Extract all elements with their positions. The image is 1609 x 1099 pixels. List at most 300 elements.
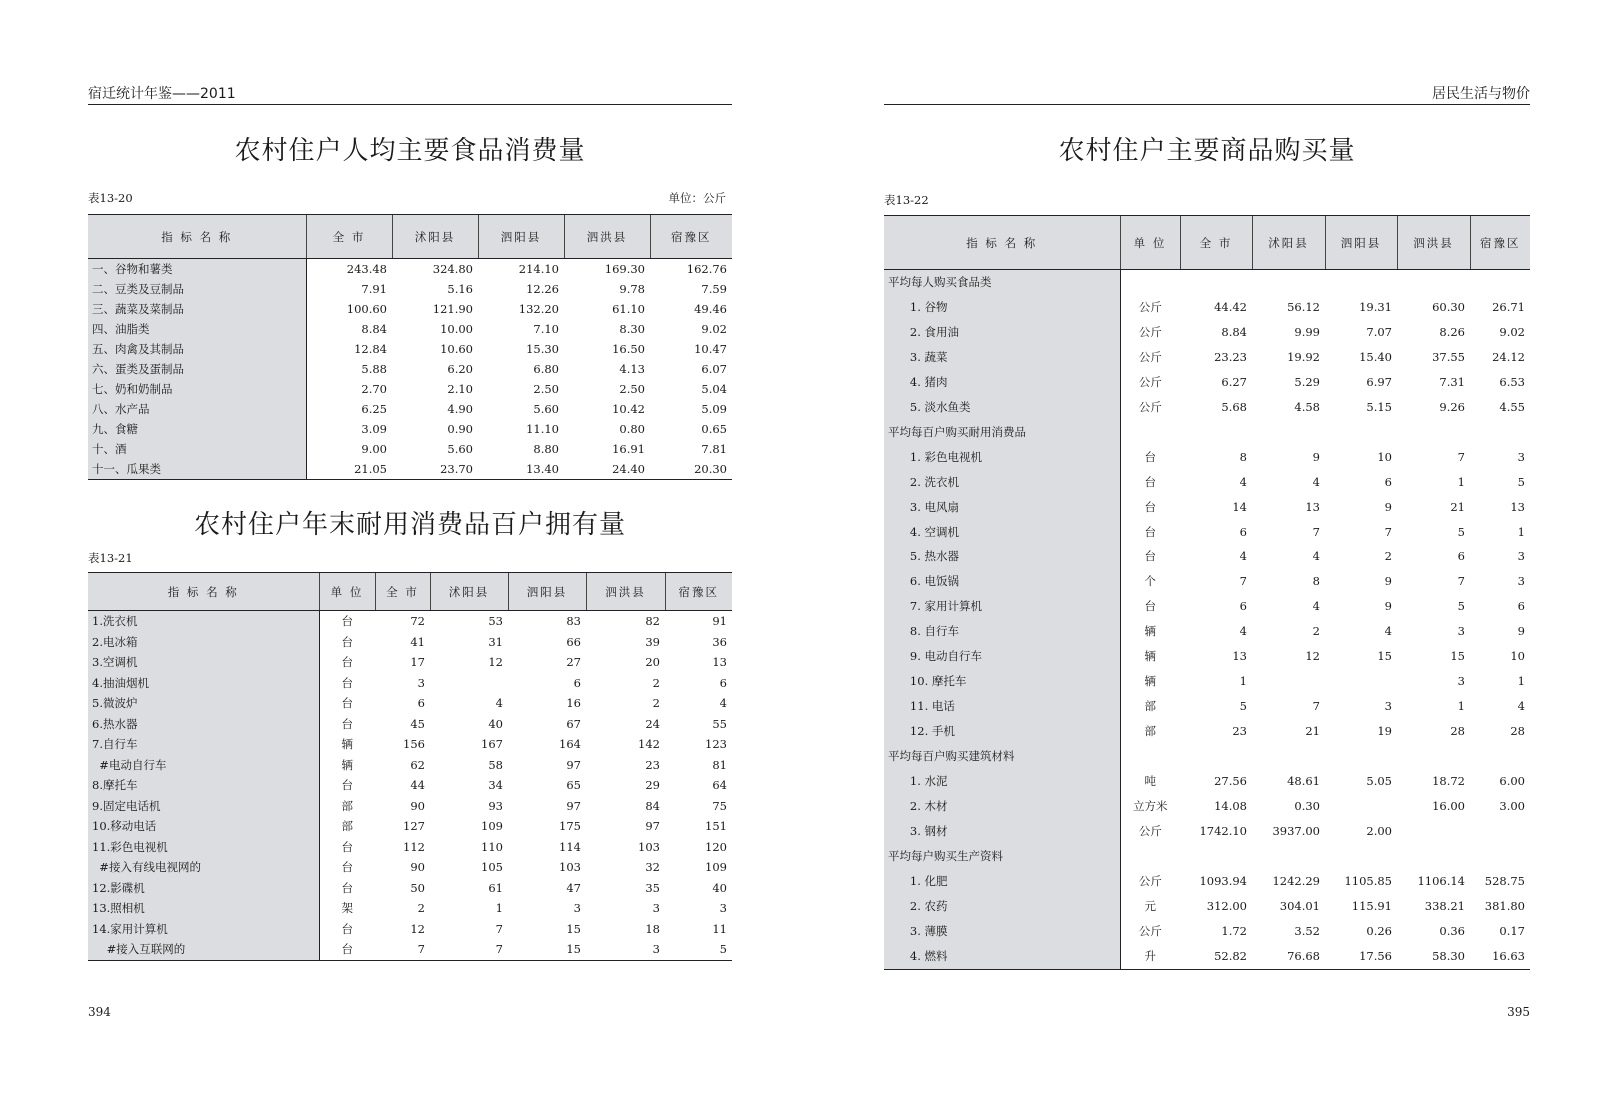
value-cell: 47 bbox=[566, 880, 581, 895]
value-cell: 1.72 bbox=[1221, 923, 1247, 938]
value-cell: 3 bbox=[573, 901, 581, 915]
unit-cell: 台 bbox=[341, 839, 353, 854]
row-label: 4. 空调机 bbox=[884, 520, 1120, 545]
value-cell: 49.46 bbox=[694, 302, 727, 316]
value-cell: 14 bbox=[1232, 499, 1247, 514]
table-13-20-number: 表13-20 bbox=[88, 191, 133, 205]
value-cell: 21 bbox=[1305, 724, 1320, 739]
value-cell: 11.10 bbox=[526, 422, 559, 436]
table-row bbox=[88, 673, 732, 694]
value-cell: 82 bbox=[645, 614, 660, 628]
table-row bbox=[88, 714, 732, 735]
row-label: 十、酒 bbox=[88, 439, 306, 459]
value-cell: 3.00 bbox=[1499, 799, 1525, 814]
value-cell: 7.10 bbox=[533, 322, 559, 336]
value-cell: 109 bbox=[705, 860, 727, 874]
table-row bbox=[884, 694, 1530, 719]
value-cell: 2 bbox=[652, 696, 660, 710]
row-label: 1. 谷物 bbox=[884, 295, 1120, 320]
value-cell bbox=[1252, 420, 1325, 445]
value-cell: 13 bbox=[1510, 499, 1525, 514]
row-label: 平均每百户购买耐用消费品 bbox=[884, 420, 1120, 445]
unit-cell: 元 bbox=[1144, 898, 1156, 913]
value-cell: 5.29 bbox=[1294, 374, 1320, 389]
value-cell bbox=[1470, 844, 1530, 869]
table-row bbox=[88, 632, 732, 653]
unit-cell: 台 bbox=[1144, 449, 1156, 464]
value-cell: 5.68 bbox=[1221, 399, 1247, 414]
value-cell: 381.80 bbox=[1484, 898, 1525, 913]
value-cell: 10.60 bbox=[440, 342, 473, 356]
table-13-22 bbox=[884, 215, 1530, 970]
column-header: 泗洪县 bbox=[586, 573, 665, 611]
row-label: 8.摩托车 bbox=[88, 775, 319, 796]
unit-cell: 台 bbox=[341, 880, 353, 895]
column-header: 全 市 bbox=[306, 215, 392, 259]
row-label: 2.电冰箱 bbox=[88, 632, 319, 653]
value-cell: 151 bbox=[705, 819, 727, 833]
value-cell bbox=[1252, 844, 1325, 869]
value-cell: 39 bbox=[645, 634, 660, 649]
value-cell: 9 bbox=[1384, 574, 1392, 589]
unit-cell: 辆 bbox=[1144, 674, 1156, 689]
value-cell: 1742.10 bbox=[1199, 823, 1247, 838]
row-label: 4. 燃料 bbox=[884, 944, 1120, 969]
value-cell: 16.50 bbox=[612, 342, 645, 356]
row-label: #接入有线电视网的 bbox=[88, 857, 319, 878]
value-cell: 162.76 bbox=[686, 262, 727, 276]
row-label: 八、水产品 bbox=[88, 399, 306, 419]
table-row bbox=[884, 370, 1530, 395]
value-cell: 324.80 bbox=[432, 262, 473, 276]
value-cell: 7 bbox=[495, 921, 503, 936]
value-cell: 97 bbox=[566, 798, 581, 813]
value-cell: 7 bbox=[1457, 574, 1465, 589]
value-cell: 36 bbox=[712, 634, 727, 649]
unit-cell bbox=[1120, 270, 1180, 295]
value-cell: 75 bbox=[712, 798, 727, 813]
table-13-22-title: 农村住户主要商品购买量 bbox=[1058, 136, 1356, 166]
value-cell: 6.27 bbox=[1221, 374, 1247, 389]
column-header: 全 市 bbox=[1180, 216, 1252, 270]
value-cell: 3 bbox=[1517, 449, 1525, 464]
table-row bbox=[88, 319, 732, 339]
row-label: 3. 蔬菜 bbox=[884, 345, 1120, 370]
value-cell: 8.84 bbox=[361, 322, 387, 336]
value-cell: 16 bbox=[566, 696, 581, 710]
value-cell: 1106.14 bbox=[1417, 873, 1465, 888]
value-cell: 3 bbox=[1517, 574, 1525, 589]
row-label: 十一、瓜果类 bbox=[88, 459, 306, 480]
value-cell: 4 bbox=[1517, 699, 1525, 714]
unit-cell: 台 bbox=[1144, 599, 1156, 614]
value-cell bbox=[1470, 819, 1530, 844]
value-cell: 81 bbox=[712, 757, 727, 772]
value-cell: 6 bbox=[1239, 524, 1247, 539]
column-header: 宿豫区 bbox=[1470, 216, 1530, 270]
header-row bbox=[88, 215, 732, 259]
row-label: 9.固定电话机 bbox=[88, 796, 319, 817]
value-cell: 10.00 bbox=[440, 322, 473, 336]
value-cell: 61 bbox=[488, 880, 503, 895]
value-cell: 19.92 bbox=[1287, 349, 1320, 364]
value-cell: 4 bbox=[1312, 549, 1320, 564]
value-cell: 12.26 bbox=[526, 282, 559, 296]
value-cell: 5 bbox=[1239, 699, 1247, 714]
value-cell: 31 bbox=[488, 634, 503, 649]
value-cell: 6.97 bbox=[1366, 374, 1392, 389]
table-row bbox=[88, 734, 732, 755]
value-cell: 23 bbox=[645, 757, 660, 772]
value-cell: 12 bbox=[488, 655, 503, 669]
value-cell: 20.30 bbox=[650, 459, 732, 480]
row-label: 5. 淡水鱼类 bbox=[884, 395, 1120, 420]
unit-cell bbox=[1120, 844, 1180, 869]
value-cell: 4.90 bbox=[447, 402, 473, 416]
value-cell bbox=[1180, 844, 1252, 869]
unit-cell: 吨 bbox=[1144, 774, 1156, 789]
row-label: 11. 电话 bbox=[884, 694, 1120, 719]
value-cell: 4 bbox=[1239, 474, 1247, 489]
value-cell: 5.04 bbox=[701, 382, 727, 396]
value-cell: 6.80 bbox=[533, 362, 559, 376]
unit-cell: 公斤 bbox=[1138, 823, 1162, 838]
value-cell: 132.20 bbox=[518, 302, 559, 316]
table-13-21-header bbox=[88, 573, 732, 611]
value-cell: 6 bbox=[719, 675, 727, 690]
value-cell: 4 bbox=[1312, 599, 1320, 614]
value-cell: 7.31 bbox=[1439, 374, 1465, 389]
row-label: 平均每人购买食品类 bbox=[884, 270, 1120, 295]
value-cell: 100.60 bbox=[346, 302, 387, 316]
table-13-20-unit: 单位：公斤 bbox=[668, 191, 726, 205]
table-row bbox=[884, 594, 1530, 619]
value-cell: 28 bbox=[1510, 724, 1525, 739]
value-cell: 58.30 bbox=[1397, 944, 1470, 969]
value-cell: 58 bbox=[488, 757, 503, 772]
value-cell: 9.02 bbox=[701, 322, 727, 336]
column-header: 全 市 bbox=[375, 573, 430, 611]
row-label: 2. 洗衣机 bbox=[884, 470, 1120, 495]
value-cell: 0.90 bbox=[447, 422, 473, 436]
value-cell: 62 bbox=[410, 757, 425, 772]
value-cell: 1 bbox=[1457, 474, 1465, 489]
value-cell: 5.09 bbox=[701, 402, 727, 416]
value-cell: 9.78 bbox=[619, 282, 645, 296]
value-cell: 6.53 bbox=[1499, 374, 1525, 389]
table-row bbox=[88, 399, 732, 419]
row-label: 二、豆类及豆制品 bbox=[88, 279, 306, 299]
value-cell: 167 bbox=[481, 737, 503, 751]
value-cell: 9.00 bbox=[361, 442, 387, 456]
table-row bbox=[884, 894, 1530, 919]
row-label: 1.洗衣机 bbox=[88, 611, 319, 632]
value-cell: 9 bbox=[1384, 599, 1392, 614]
value-cell: 90 bbox=[410, 860, 425, 874]
unit-cell bbox=[1120, 420, 1180, 445]
row-label: 3.空调机 bbox=[88, 652, 319, 673]
table-row bbox=[884, 619, 1530, 644]
row-label: 4.抽油烟机 bbox=[88, 673, 319, 694]
value-cell: 6 bbox=[1457, 549, 1465, 564]
table-13-20-header bbox=[88, 215, 732, 259]
value-cell: 9 bbox=[1312, 449, 1320, 464]
value-cell bbox=[1397, 744, 1470, 769]
table-row bbox=[88, 796, 732, 817]
value-cell: 40 bbox=[488, 716, 503, 731]
value-cell: 114 bbox=[559, 839, 581, 854]
table-row bbox=[88, 439, 732, 459]
row-label: 3. 钢材 bbox=[884, 819, 1120, 844]
row-label: 13.照相机 bbox=[88, 898, 319, 919]
value-cell: 304.01 bbox=[1279, 898, 1320, 913]
table-row bbox=[884, 470, 1530, 495]
value-cell: 10.42 bbox=[612, 402, 645, 416]
value-cell: 15.40 bbox=[1359, 349, 1392, 364]
row-label: 4. 猪肉 bbox=[884, 370, 1120, 395]
value-cell: 12 bbox=[410, 921, 425, 936]
value-cell: 20 bbox=[645, 655, 660, 669]
row-label: 2. 食用油 bbox=[884, 320, 1120, 345]
value-cell: 4.58 bbox=[1294, 399, 1320, 414]
value-cell: 21.05 bbox=[306, 459, 392, 480]
column-header: 宿豫区 bbox=[665, 573, 732, 611]
value-cell: 338.21 bbox=[1424, 898, 1465, 913]
table-row bbox=[88, 939, 732, 960]
value-cell: 127 bbox=[403, 819, 425, 833]
value-cell: 110 bbox=[481, 839, 503, 854]
value-cell: 5.88 bbox=[361, 362, 387, 376]
table-row bbox=[88, 919, 732, 940]
table-row bbox=[884, 569, 1530, 594]
table-row bbox=[884, 819, 1530, 844]
value-cell: 2 bbox=[1312, 624, 1320, 639]
table-row bbox=[88, 652, 732, 673]
unit-cell: 公斤 bbox=[1138, 399, 1162, 414]
value-cell: 0.30 bbox=[1294, 799, 1320, 814]
value-cell: 5 bbox=[1457, 599, 1465, 614]
value-cell: 8.84 bbox=[1221, 324, 1247, 339]
value-cell: 18.72 bbox=[1432, 774, 1465, 789]
table-row bbox=[884, 320, 1530, 345]
value-cell: 5.60 bbox=[533, 402, 559, 416]
unit-cell: 台 bbox=[341, 675, 353, 690]
table-row bbox=[884, 769, 1530, 794]
table-row bbox=[884, 495, 1530, 520]
value-cell: 23.23 bbox=[1214, 349, 1247, 364]
column-header: 指 标 名 称 bbox=[88, 573, 319, 611]
row-label: 平均每户购买生产资料 bbox=[884, 844, 1120, 869]
table-13-22-number: 表13-22 bbox=[884, 193, 929, 207]
value-cell: 72 bbox=[410, 614, 425, 628]
value-cell: 9 bbox=[1517, 624, 1525, 639]
value-cell: 18 bbox=[645, 921, 660, 936]
value-cell: 3 bbox=[1384, 699, 1392, 714]
value-cell: 3 bbox=[586, 939, 665, 960]
value-cell: 2 bbox=[1384, 549, 1392, 564]
value-cell: 1 bbox=[1517, 524, 1525, 539]
value-cell: 528.75 bbox=[1484, 873, 1525, 888]
table-row bbox=[88, 755, 732, 776]
value-cell: 64 bbox=[712, 778, 727, 792]
value-cell: 2.50 bbox=[619, 382, 645, 396]
value-cell: 4 bbox=[1239, 549, 1247, 564]
unit-cell: 台 bbox=[341, 778, 353, 792]
table-row bbox=[88, 339, 732, 359]
table-row bbox=[88, 693, 732, 714]
column-header: 指 标 名 称 bbox=[884, 216, 1120, 270]
value-cell: 5 bbox=[1457, 524, 1465, 539]
row-label: 6. 电饭锅 bbox=[884, 569, 1120, 594]
value-cell: 7.91 bbox=[361, 282, 387, 296]
table-row bbox=[88, 816, 732, 837]
value-cell: 115.91 bbox=[1351, 898, 1392, 913]
unit-cell: 辆 bbox=[341, 757, 353, 772]
table-row bbox=[88, 459, 732, 480]
row-label: 一、谷物和薯类 bbox=[88, 259, 306, 280]
value-cell: 1 bbox=[495, 901, 503, 915]
header-row bbox=[88, 573, 732, 611]
value-cell: 312.00 bbox=[1206, 898, 1247, 913]
page-number-right: 395 bbox=[1507, 1005, 1530, 1019]
table-row bbox=[884, 944, 1530, 969]
value-cell: 112 bbox=[403, 839, 425, 854]
row-label: 11.彩色电视机 bbox=[88, 837, 319, 858]
value-cell: 8 bbox=[1239, 449, 1247, 464]
table-13-21-title: 农村住户年末耐用消费品百户拥有量 bbox=[193, 510, 626, 540]
value-cell: 23 bbox=[1232, 724, 1247, 739]
value-cell bbox=[1325, 420, 1397, 445]
row-label: 平均每百户购买建筑材料 bbox=[884, 744, 1120, 769]
unit-cell: 公斤 bbox=[1138, 873, 1162, 888]
unit-cell: 架 bbox=[341, 901, 353, 915]
value-cell: 56.12 bbox=[1287, 299, 1320, 314]
unit-cell: 部 bbox=[1144, 699, 1156, 714]
row-label: 12.影碟机 bbox=[88, 878, 319, 899]
row-label: 六、蛋类及蛋制品 bbox=[88, 359, 306, 379]
unit-cell: 台 bbox=[319, 939, 375, 960]
value-cell: 4.13 bbox=[619, 362, 645, 376]
value-cell: 103 bbox=[559, 860, 581, 874]
value-cell: 7 bbox=[1384, 524, 1392, 539]
value-cell: 1093.94 bbox=[1199, 873, 1247, 888]
value-cell bbox=[1180, 270, 1252, 295]
value-cell bbox=[1470, 744, 1530, 769]
value-cell: 76.68 bbox=[1252, 944, 1325, 969]
value-cell: 0.80 bbox=[619, 422, 645, 436]
value-cell: 0.26 bbox=[1366, 923, 1392, 938]
value-cell: 41 bbox=[410, 634, 425, 649]
value-cell: 6 bbox=[1384, 474, 1392, 489]
column-header: 宿豫区 bbox=[650, 215, 732, 259]
value-cell: 1242.29 bbox=[1272, 873, 1320, 888]
value-cell: 34 bbox=[488, 778, 503, 792]
value-cell: 35 bbox=[645, 880, 660, 895]
unit-cell: 台 bbox=[341, 921, 353, 936]
value-cell: 13 bbox=[1305, 499, 1320, 514]
value-cell: 13 bbox=[712, 655, 727, 669]
table-13-20 bbox=[88, 214, 732, 480]
value-cell bbox=[1325, 844, 1397, 869]
value-cell: 6 bbox=[1517, 599, 1525, 614]
value-cell: 2.00 bbox=[1366, 823, 1392, 838]
value-cell: 12.84 bbox=[354, 342, 387, 356]
value-cell: 60.30 bbox=[1432, 299, 1465, 314]
value-cell: 40 bbox=[712, 880, 727, 895]
unit-cell: 台 bbox=[341, 634, 353, 649]
value-cell: 3 bbox=[1517, 549, 1525, 564]
unit-cell: 升 bbox=[1120, 944, 1180, 969]
value-cell: 24 bbox=[645, 716, 660, 731]
value-cell: 17.56 bbox=[1325, 944, 1397, 969]
value-cell: 9.99 bbox=[1294, 324, 1320, 339]
table-row bbox=[88, 299, 732, 319]
table-row bbox=[884, 295, 1530, 320]
unit-cell: 台 bbox=[341, 655, 353, 669]
value-cell bbox=[1325, 744, 1397, 769]
value-cell bbox=[1470, 420, 1530, 445]
value-cell: 53 bbox=[488, 614, 503, 628]
value-cell: 16.91 bbox=[612, 442, 645, 456]
value-cell: 7.07 bbox=[1366, 324, 1392, 339]
table-row bbox=[884, 395, 1530, 420]
value-cell: 21 bbox=[1450, 499, 1465, 514]
value-cell: 67 bbox=[566, 716, 581, 731]
value-cell: 50 bbox=[410, 880, 425, 895]
table-13-20-title: 农村住户人均主要食品消费量 bbox=[234, 136, 586, 166]
unit-cell: 部 bbox=[341, 819, 353, 833]
table-row bbox=[884, 345, 1530, 370]
table-row bbox=[884, 270, 1530, 295]
value-cell: 37.55 bbox=[1432, 349, 1465, 364]
table-row bbox=[88, 857, 732, 878]
value-cell: 83 bbox=[566, 614, 581, 628]
value-cell: 5.05 bbox=[1366, 774, 1392, 789]
value-cell: 3 bbox=[719, 901, 727, 915]
value-cell: 16.00 bbox=[1432, 799, 1465, 814]
value-cell: 19 bbox=[1377, 724, 1392, 739]
value-cell: 6 bbox=[1239, 599, 1247, 614]
value-cell bbox=[1180, 420, 1252, 445]
value-cell: 17 bbox=[410, 655, 425, 669]
unit-cell: 部 bbox=[1144, 724, 1156, 739]
value-cell: 109 bbox=[481, 819, 503, 833]
value-cell: 3 bbox=[1457, 624, 1465, 639]
value-cell: 3937.00 bbox=[1272, 823, 1320, 838]
value-cell: 13 bbox=[1232, 649, 1247, 664]
value-cell: 90 bbox=[410, 798, 425, 813]
value-cell: 214.10 bbox=[518, 262, 559, 276]
table-row bbox=[884, 520, 1530, 545]
value-cell: 4 bbox=[1384, 624, 1392, 639]
column-header: 泗阳县 bbox=[508, 573, 586, 611]
column-header: 沭阳县 bbox=[430, 573, 508, 611]
table-row bbox=[884, 544, 1530, 569]
value-cell: 4 bbox=[1312, 474, 1320, 489]
table-row bbox=[88, 611, 732, 632]
value-cell: 28 bbox=[1450, 724, 1465, 739]
value-cell: 29 bbox=[645, 778, 660, 792]
value-cell: 10 bbox=[1377, 449, 1392, 464]
unit-cell: 台 bbox=[1144, 474, 1156, 489]
value-cell: 2 bbox=[652, 675, 660, 690]
row-label: 7.自行车 bbox=[88, 734, 319, 755]
value-cell: 142 bbox=[638, 737, 660, 751]
table-row bbox=[88, 259, 732, 280]
value-cell: 7 bbox=[1457, 449, 1465, 464]
column-header: 泗洪县 bbox=[1397, 216, 1470, 270]
row-label: 10. 摩托车 bbox=[884, 669, 1120, 694]
